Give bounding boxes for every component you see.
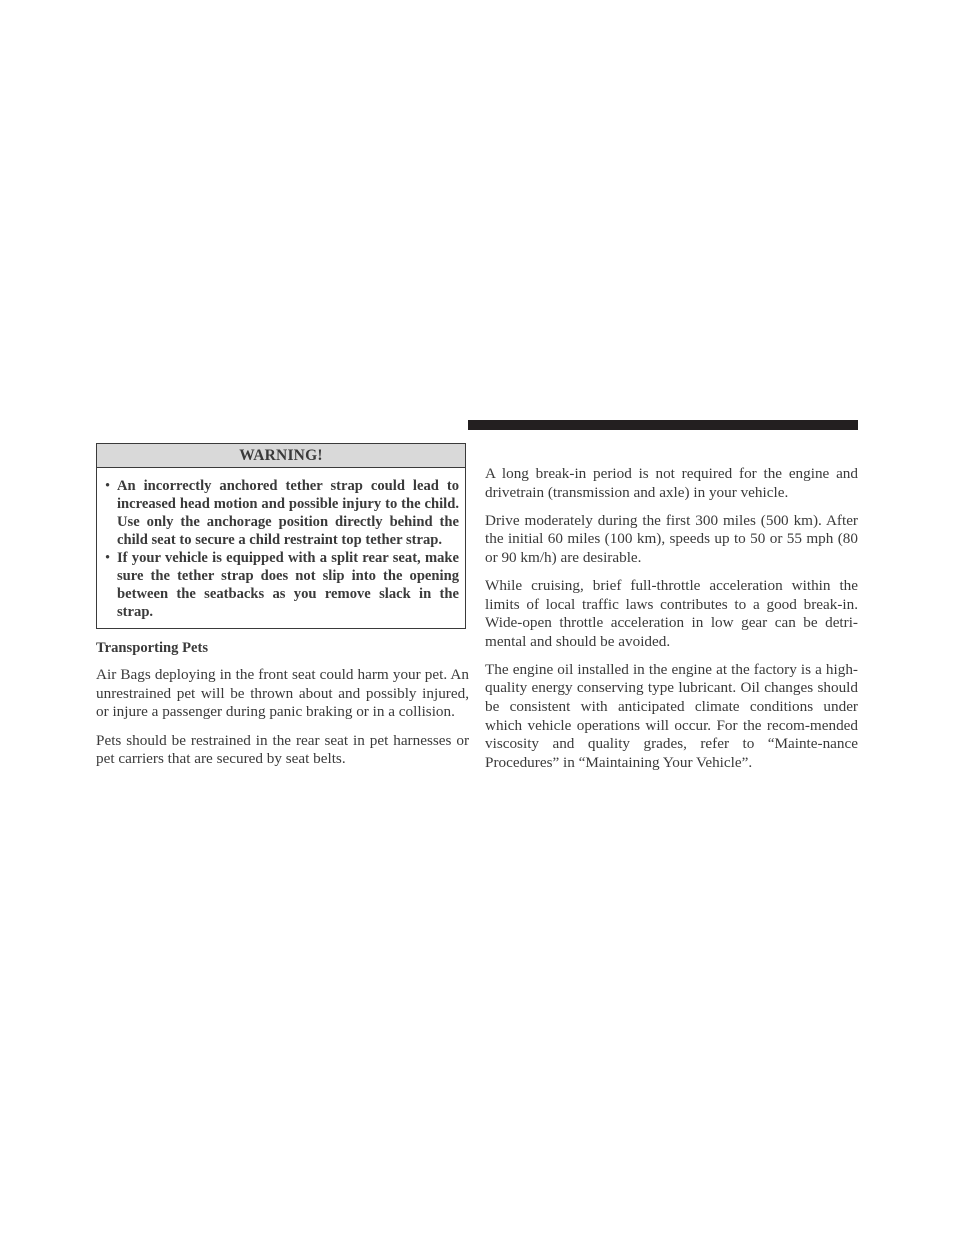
warning-item-text: An incorrectly anchored tether strap could lead to increased head motion and possible injury to the child. Use only the anchorage position directly behind the child seat to secure a child restraint top tether strap.	[117, 478, 459, 548]
warning-box	[96, 443, 466, 629]
bullet-icon: •	[105, 550, 111, 566]
paragraph: Air Bags deploying in the front seat could harm your pet. An unrestrained pet will be thrown about and possibly injured, or injure a passenger during panic braking or in a collision.	[96, 666, 469, 721]
section-header-bar	[468, 420, 858, 430]
warning-item	[103, 549, 459, 621]
warning-item-text: If your vehicle is equipped with a split rear seat, make sure the tether strap does not slip into the opening between the seatbacks as you remove slack in the strap.	[117, 550, 459, 620]
paragraph: The engine oil installed in the engine at the factory is a high-quality energy conserving type lubricant. Oil changes should be consistent with anticipated climate conditions under which vehicle operations will occur. For the recom-mended viscosity and quality grades, refer to “Mainte-nance Procedures” in “Maintaining Your Vehicle”.	[485, 660, 858, 771]
section-heading-transporting-pets: Transporting Pets	[96, 640, 209, 656]
paragraph: Pets should be restrained in the rear seat in pet harnesses or pet carriers that are secured by seat belts.	[96, 731, 469, 768]
warning-title: WARNING!	[97, 444, 465, 468]
paragraph: A long break-in period is not required for the engine and drivetrain (transmission and axle) in your vehicle.	[485, 465, 858, 501]
right-column	[485, 465, 858, 782]
left-column	[96, 443, 469, 769]
paragraph: While cruising, brief full-throttle acceleration within the limits of local traffic laws contributes to a good break-in. Wide-open throttle acceleration in low gear can be detri-mental and should be avoided.	[485, 576, 858, 650]
bullet-icon: •	[105, 478, 111, 494]
paragraph: Drive moderately during the first 300 miles (500 km). After the initial 60 miles (100 km), speeds up to 50 or 55 mph (80 or 90 km/h) are desirable.	[485, 511, 858, 566]
warning-item	[103, 477, 459, 549]
warning-list	[97, 468, 465, 628]
